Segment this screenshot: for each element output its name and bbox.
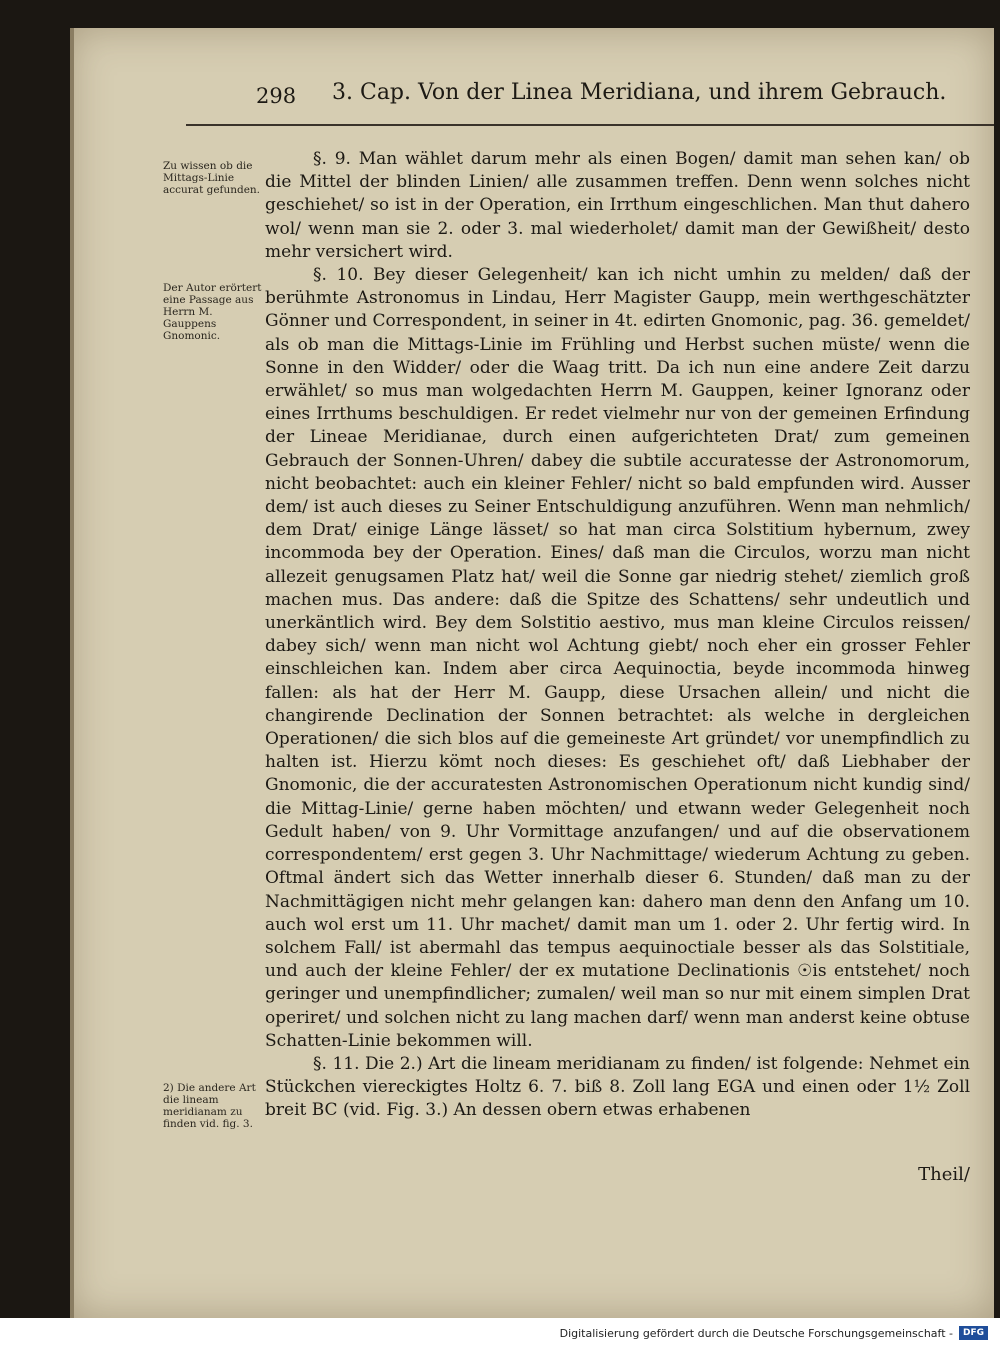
page-edge <box>70 28 74 1318</box>
page-number: 298 <box>256 84 297 108</box>
header-rule <box>186 124 994 126</box>
paragraph-11: §. 11. Die 2.) Art die lineam meridianam zu finden/ ist folgende: Nehmet ein Stückchen viereckigtes Holtz 6. 7. biß 8. Zoll lang EGA und einen oder 1½ Zoll breit BC (vid. Fig. 3.) An dessen obern etwas erhabenen <box>265 1053 970 1121</box>
dfg-logo: DFG <box>959 1326 988 1340</box>
footer-credit: Digitalisierung gefördert durch die Deutsche Forschungsgemeinschaft - <box>559 1326 953 1340</box>
page-header <box>186 78 994 118</box>
catchword: Theil/ <box>918 1164 970 1185</box>
main-text <box>265 148 970 1123</box>
margin-note-2: Der Autor erörtert eine Passage aus Herrn M. Gauppens Gnomonic. <box>163 282 262 342</box>
running-title: 3. Cap. Von der Linea Meridiana, und ihrem Gebrauch. <box>332 80 947 105</box>
margin-note-3: 2) Die andere Art die lineam meridianam zu finden vid. fig. 3. <box>163 1082 256 1130</box>
paragraph-10: §. 10. Bey dieser Gelegenheit/ kan ich nicht umhin zu melden/ daß der berühmte Astronomus in Lindau, Herr Magister Gaupp, mein werthgeschätzter Gönner und Correspondent, in seiner in 4t. edirten Gnomonic, pag. 36. gemeldet/ als ob man die Mittags-Linie im Frühling und Herbst suchen müste/ wenn die Sonne in den Widder/ oder die Waag tritt. Da ich nun eine andere Zeit darzu erwählet/ so mus man wolgedachten Herrn M. Gauppen, keiner Ignoranz oder eines Irrthums beschuldigen. Er redet vielmehr nur von der gemeinen Erfindung der Lineae Meridianae, durch einen aufgerichteten Drat/ zum gemeinen Gebrauch der Sonnen-Uhren/ dabey die subtile accuratesse der Astronomorum, nicht beobachtet: auch ein kleiner Fehler/ nicht so bald empfunden wird. Ausser dem/ ist auch dieses zu Seiner Entschuldigung anzuführen. Wenn man nehmlich/ dem Drat/ einige Länge lässet/ so hat man circa Solstitium hybernum, zwey incommoda bey der Operation. Eines/ daß man die Circulos, worzu man nicht allezeit genugsamen Platz hat/ weil die Sonne gar niedrig stehet/ ziemlich groß machen mus. Das andere: daß die Spitze des Schattens/ sehr undeutlich und unerkäntlich wird. Bey dem Solstitio aestivo, mus man kleine Circulos reissen/ dabey sich/ wenn man nicht wol Achtung giebt/ noch eher ein grosser Fehler einschleichen kan. Indem aber circa Aequinoctia, beyde incommoda hinweg fallen: als hat der Herr M. Gaupp, diese Ursachen allein/ und nicht die changirende Declination der Sonnen betrachtet: als welche in dergleichen Operationen/ die sich blos auf die gemeineste Art gründet/ vor unempfindlich zu halten ist. Hierzu kömt noch dieses: Es geschiehet oft/ daß Liebhaber der Gnomonic, die der accuratesten Astronomischen Operationum nicht kundig sind/ die Mittag-Linie/ gerne haben möchten/ und etwann weder Gelegenheit noch Gedult haben/ von 9. Uhr Vormittage anzufangen/ und auf die observationem correspondentem/ erst gegen 3. Uhr Nachmittage/ wiederum Achtung zu geben. Oftmal ändert sich das Wetter innerhalb dieser 6. Stunden/ daß man zu der Nachmittägigen nicht mehr gelangen kan: dahero man denn den Anfang um 10. auch wol erst um 11. Uhr machet/ damit man um 1. oder 2. Uhr fertig wird. In solchem Fall/ ist abermahl das tempus aequinoctiale besser als das Solstitiale, und auch der kleine Fehler/ der ex mutatione Declinationis ☉is entstehet/ noch geringer und unempfindlicher; zumalen/ weil man so nur mit einem simplen Drat operiret/ und solchen nicht zu lang machen darf/ wenn man anderst keine obtuse Schatten-Linie bekommen will. <box>265 265 970 1051</box>
margin-note-1: Zu wissen ob die Mittags-Linie accurat gefunden. <box>163 160 261 196</box>
paragraph-9: §. 9. Man wählet darum mehr als einen Bogen/ damit man sehen kan/ ob die Mittel der blinden Linien/ alle zusammen treffen. Denn wenn solches nicht geschiehet/ so ist in der Operation, ein Irrthum eingeschlichen. Man thut dahero wol/ wenn man sie 2. oder 3. mal wiederholet/ damit man der Gewißheit/ desto mehr versichert wird. <box>265 149 970 262</box>
footer-bar <box>0 1318 1000 1348</box>
